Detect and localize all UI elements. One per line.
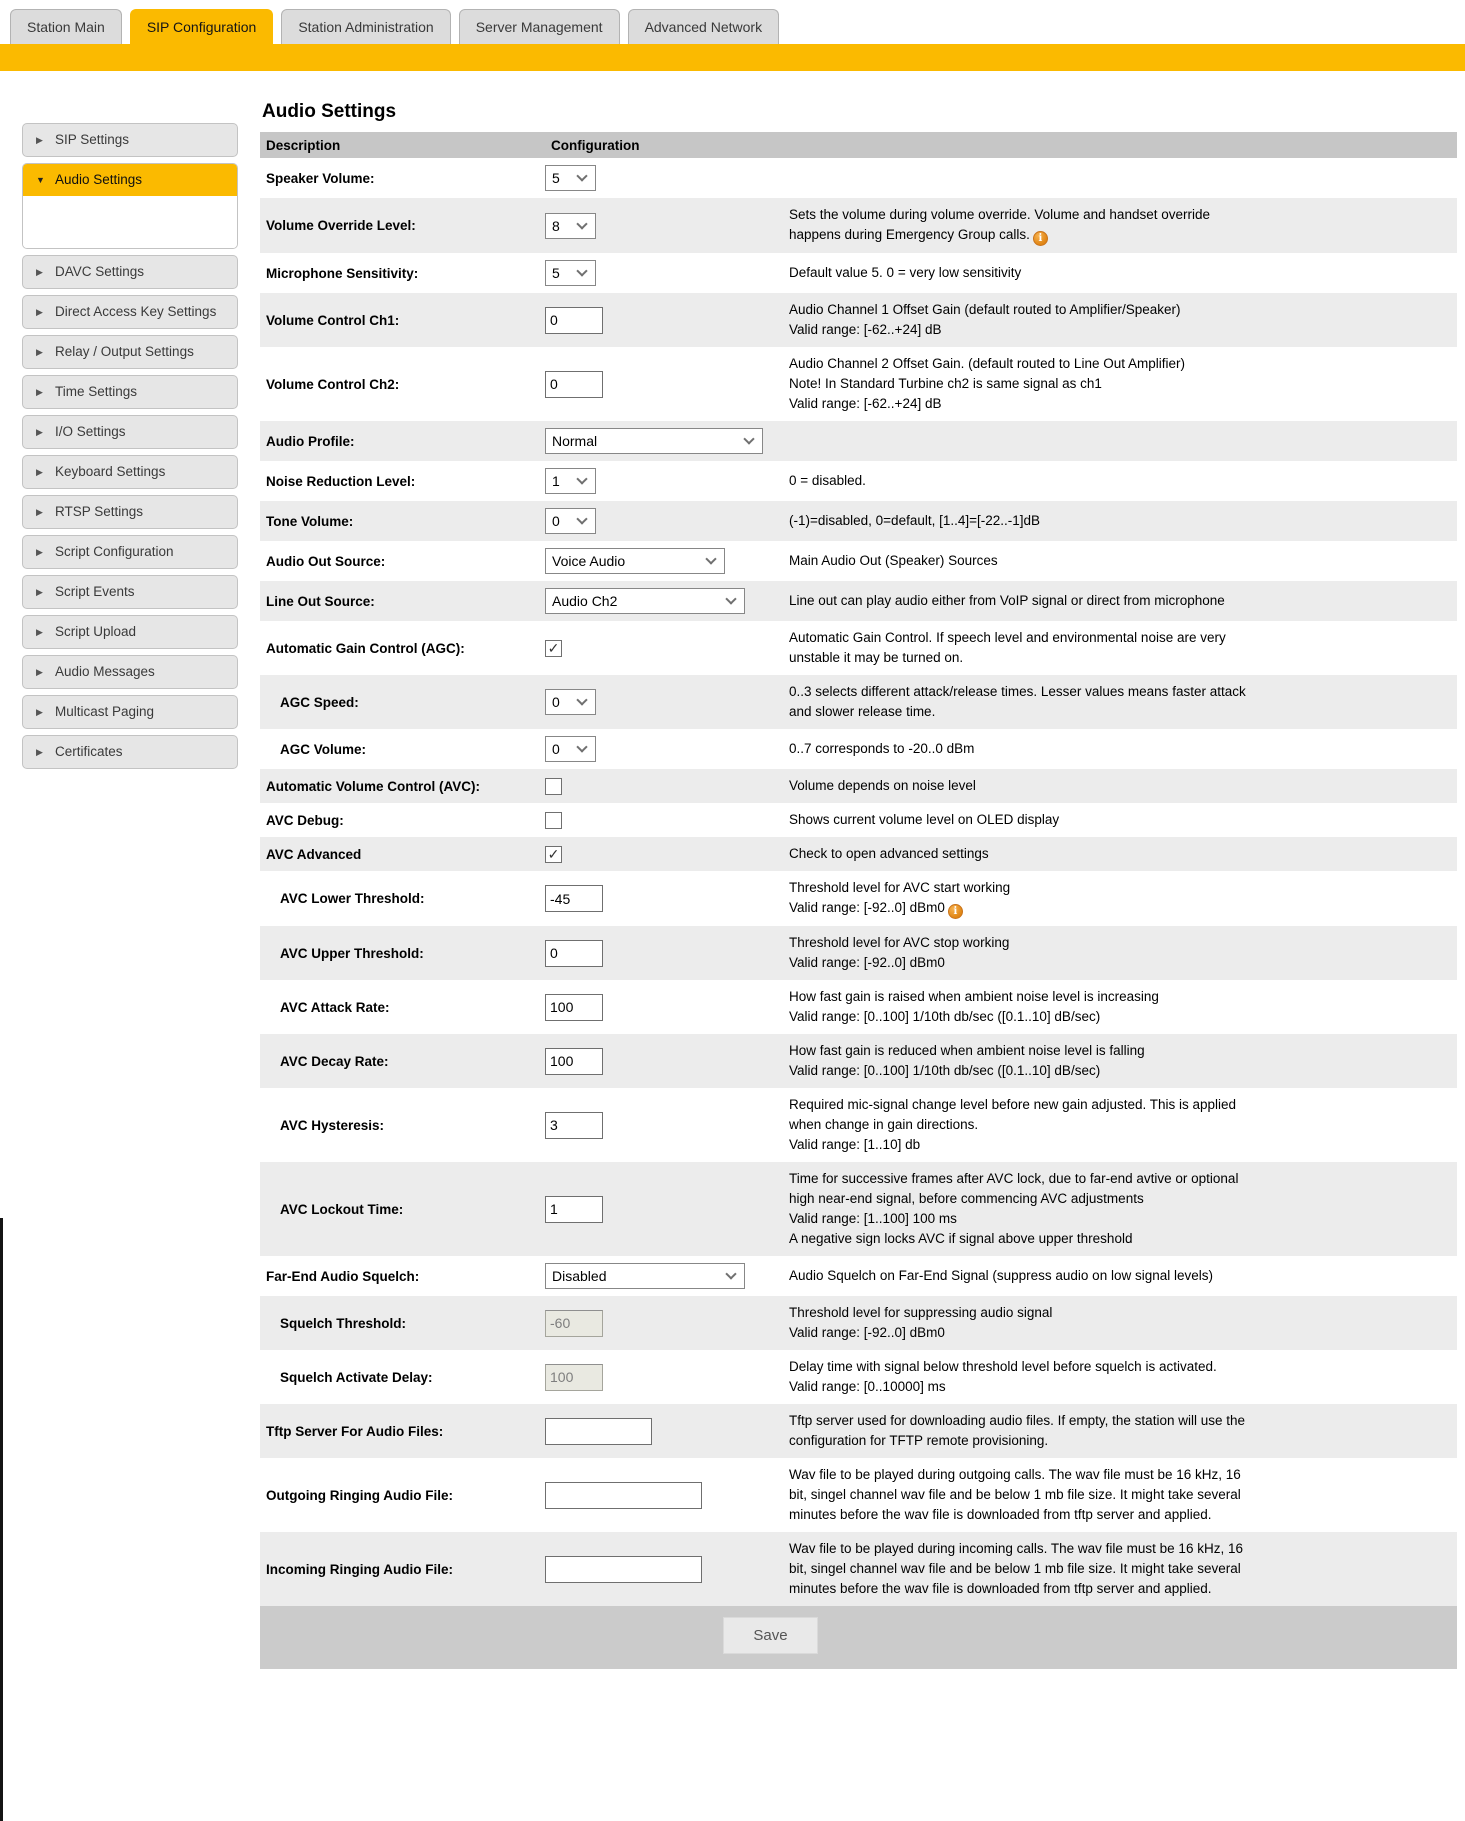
avc-lockout-time-label: AVC Lockout Time: [280, 1201, 404, 1217]
avc-debug-help [789, 810, 1251, 830]
noise-reduction-level-select-value: 1 [552, 473, 560, 489]
avc-advanced-checkbox[interactable]: ✓ [545, 846, 562, 863]
sidebar-item-audio-messages[interactable] [22, 655, 238, 689]
right-triangle-icon: ▶ [36, 307, 43, 317]
squelch-threshold-control-cell [545, 1310, 789, 1337]
table-footer [260, 1606, 1457, 1669]
sidebar-item-label: Script Upload [55, 624, 137, 639]
volume-control-ch2-help-line: Valid range: [-62..+24] dB [789, 396, 942, 411]
noise-reduction-level-label: Noise Reduction Level: [266, 473, 416, 489]
column-header-description: Description [266, 137, 341, 153]
setting-row-avc-upper-threshold [260, 926, 1457, 980]
avc-lockout-time-help-line: Valid range: [1..100] 100 ms [789, 1211, 957, 1226]
chevron-down-icon [576, 694, 587, 705]
setting-row-outgoing-ringing-audio-file [260, 1458, 1457, 1532]
right-triangle-icon: ▶ [36, 667, 43, 677]
incoming-ringing-audio-file-label: Incoming Ringing Audio File: [266, 1561, 453, 1577]
automatic-gain-control-agc-control-cell [545, 640, 789, 657]
agc-volume-help [789, 739, 1251, 759]
setting-row-audio-out-source [260, 541, 1457, 581]
far-end-audio-squelch-select-value: Disabled [552, 1268, 607, 1284]
microphone-sensitivity-control-cell [545, 260, 789, 286]
avc-decay-rate-input[interactable] [545, 1048, 603, 1075]
squelch-activate-delay-control-cell [545, 1364, 789, 1391]
sidebar-item-script-upload[interactable] [22, 615, 238, 649]
setting-row-microphone-sensitivity [260, 253, 1457, 293]
setting-row-volume-control-ch2 [260, 347, 1457, 421]
right-triangle-icon: ▶ [36, 587, 43, 597]
outgoing-ringing-audio-file-help-line: Wav file to be played during outgoing calls. The wav file must be 16 kHz, 16 bit, singel channel wav file and be below 1 mb file size. It might take several minutes before the wav file is downloaded from tftp server and applied. [789, 1467, 1241, 1522]
squelch-threshold-help-line: Threshold level for suppressing audio signal [789, 1305, 1053, 1320]
avc-lockout-time-input[interactable] [545, 1196, 603, 1223]
volume-control-ch1-help-line: Valid range: [-62..+24] dB [789, 322, 942, 337]
right-triangle-icon: ▶ [36, 707, 43, 717]
avc-decay-rate-help-line: Valid range: [0..100] 1/10th db/sec ([0.1..10] dB/sec) [789, 1063, 1101, 1078]
avc-upper-threshold-help [789, 933, 1251, 973]
chevron-down-icon [743, 433, 754, 444]
noise-reduction-level-help-line: 0 = disabled. [789, 473, 866, 488]
agc-speed-control-cell [545, 689, 789, 715]
setting-row-audio-profile [260, 421, 1457, 461]
automatic-volume-control-avc-control-cell [545, 778, 789, 795]
automatic-volume-control-avc-help-line: Volume depends on noise level [789, 778, 976, 793]
avc-attack-rate-help [789, 987, 1251, 1027]
audio-out-source-select-value: Voice Audio [552, 553, 626, 569]
outgoing-ringing-audio-file-control-cell [545, 1482, 789, 1509]
far-end-audio-squelch-select[interactable] [545, 1263, 745, 1289]
sidebar-item-script-events[interactable] [22, 575, 238, 609]
audio-out-source-select[interactable] [545, 548, 725, 574]
settings-table [260, 132, 1457, 1669]
squelch-activate-delay-help [789, 1357, 1251, 1397]
avc-lower-threshold-help [789, 878, 1251, 919]
automatic-gain-control-agc-help-line: Automatic Gain Control. If speech level and environmental noise are very unstable it may be turned on. [789, 630, 1226, 665]
incoming-ringing-audio-file-control-cell [545, 1556, 789, 1583]
tab-sip-configuration[interactable]: SIP Configuration [130, 9, 273, 44]
noise-reduction-level-help [789, 471, 1251, 491]
setting-row-avc-debug [260, 803, 1457, 837]
audio-profile-control-cell [545, 428, 789, 454]
right-triangle-icon: ▶ [36, 627, 43, 637]
speaker-volume-select-value: 5 [552, 170, 560, 186]
tone-volume-control-cell [545, 508, 789, 534]
outgoing-ringing-audio-file-input[interactable] [545, 1482, 702, 1509]
sidebar-item-audio-settings[interactable] [23, 164, 237, 196]
avc-debug-control-cell [545, 812, 789, 829]
sidebar-item-direct-access-key-settings[interactable] [22, 295, 238, 329]
right-triangle-icon: ▶ [36, 135, 43, 145]
volume-override-level-control-cell [545, 213, 789, 239]
sidebar-item-label: Script Configuration [55, 544, 174, 559]
setting-row-avc-hysteresis [260, 1088, 1457, 1162]
squelch-threshold-label: Squelch Threshold: [280, 1315, 407, 1331]
setting-row-squelch-threshold [260, 1296, 1457, 1350]
right-triangle-icon: ▶ [36, 347, 43, 357]
main-panel [260, 101, 1457, 1669]
avc-decay-rate-control-cell [545, 1048, 789, 1075]
avc-upper-threshold-input[interactable] [545, 940, 603, 967]
right-triangle-icon: ▶ [36, 267, 43, 277]
sidebar-item-relay-output-settings[interactable] [22, 335, 238, 369]
audio-out-source-label: Audio Out Source: [266, 553, 386, 569]
agc-speed-help-line: 0..3 selects different attack/release times. Lesser values means faster attack and slower release time. [789, 684, 1246, 719]
sidebar-item-label: RTSP Settings [55, 504, 144, 519]
sidebar-item-keyboard-settings[interactable] [22, 455, 238, 489]
avc-lockout-time-help-line: Time for successive frames after AVC lock, due to far-end avtive or optional high near-end signal, before commencing AVC adjustments [789, 1171, 1239, 1206]
avc-decay-rate-help [789, 1041, 1251, 1081]
agc-speed-label: AGC Speed: [280, 694, 359, 710]
avc-advanced-control-cell [545, 846, 789, 863]
sidebar-item-label: Time Settings [55, 384, 138, 399]
audio-out-source-help [789, 551, 1251, 571]
automatic-volume-control-avc-checkbox[interactable] [545, 778, 562, 795]
audio-profile-select[interactable] [545, 428, 763, 454]
setting-row-automatic-gain-control-agc [260, 621, 1457, 675]
microphone-sensitivity-select-value: 5 [552, 265, 560, 281]
sidebar-item-label: Keyboard Settings [55, 464, 166, 479]
down-triangle-icon: ▼ [36, 175, 45, 185]
avc-lower-threshold-help-line: Valid range: [-92..0] dBm0 i [789, 898, 1251, 919]
sidebar-item-label: Relay / Output Settings [55, 344, 194, 359]
agc-volume-select[interactable] [545, 736, 596, 762]
volume-override-level-select-value: 8 [552, 217, 560, 234]
right-triangle-icon: ▶ [36, 547, 43, 557]
setting-row-agc-speed [260, 675, 1457, 729]
setting-row-avc-advanced [260, 837, 1457, 871]
setting-row-incoming-ringing-audio-file [260, 1532, 1457, 1606]
table-header [260, 132, 1457, 158]
avc-attack-rate-input[interactable] [545, 994, 603, 1021]
microphone-sensitivity-label: Microphone Sensitivity: [266, 265, 419, 281]
tftp-server-for-audio-files-help [789, 1411, 1251, 1451]
sidebar-item-i-o-settings[interactable] [22, 415, 238, 449]
volume-control-ch1-control-cell [545, 307, 789, 334]
page-title: Audio Settings [262, 101, 397, 122]
volume-control-ch1-label: Volume Control Ch1: [266, 312, 400, 328]
avc-hysteresis-input[interactable] [545, 1112, 603, 1139]
avc-attack-rate-help-line: Valid range: [0..100] 1/10th db/sec ([0.1..10] dB/sec) [789, 1009, 1101, 1024]
line-out-source-help [789, 591, 1251, 611]
setting-row-volume-override-level [260, 198, 1457, 253]
setting-row-line-out-source [260, 581, 1457, 621]
right-triangle-icon: ▶ [36, 387, 43, 397]
tone-volume-select-value: 0 [552, 513, 560, 529]
volume-control-ch2-help-line: Audio Channel 2 Offset Gain. (default routed to Line Out Amplifier) [789, 356, 1185, 371]
sidebar-item-label: SIP Settings [55, 132, 130, 147]
agc-volume-help-line: 0..7 corresponds to -20..0 dBm [789, 741, 975, 756]
tone-volume-help-line: (-1)=disabled, 0=default, [1..4]=[-22..-1]dB [789, 513, 1041, 528]
setting-row-volume-control-ch1 [260, 293, 1457, 347]
volume-override-level-label: Volume Override Level: [266, 218, 416, 233]
setting-row-noise-reduction-level [260, 461, 1457, 501]
volume-override-level-help-line: Sets the volume during volume override. Volume and handset override happens during Emergency Group calls. i [789, 207, 1210, 244]
speaker-volume-label: Speaker Volume: [266, 170, 375, 186]
sidebar-item-label: Direct Access Key Settings [55, 304, 217, 319]
volume-control-ch1-help [789, 300, 1251, 340]
automatic-volume-control-avc-help [789, 776, 1251, 796]
avc-upper-threshold-help-line: Threshold level for AVC stop working [789, 935, 1010, 950]
sidebar [22, 123, 238, 775]
agc-speed-select-value: 0 [552, 694, 560, 710]
avc-upper-threshold-help-line: Valid range: [-92..0] dBm0 [789, 955, 945, 970]
line-out-source-select[interactable] [545, 588, 745, 614]
squelch-threshold-help [789, 1303, 1251, 1343]
avc-upper-threshold-control-cell [545, 940, 789, 967]
sidebar-item-script-configuration[interactable] [22, 535, 238, 569]
incoming-ringing-audio-file-help-line: Wav file to be played during incoming calls. The wav file must be 16 kHz, 16 bit, singel channel wav file and be below 1 mb file size. It might take several minutes before the wav file is downloaded from tftp server and applied. [789, 1541, 1243, 1596]
tone-volume-help [789, 511, 1251, 531]
setting-row-avc-attack-rate [260, 980, 1457, 1034]
avc-debug-label: AVC Debug: [266, 812, 344, 828]
info-icon[interactable]: i [948, 904, 963, 919]
agc-speed-select[interactable] [545, 689, 596, 715]
incoming-ringing-audio-file-help [789, 1539, 1251, 1599]
sidebar-group-audio-settings [22, 163, 238, 249]
sidebar-item-label: Certificates [55, 744, 123, 759]
volume-control-ch1-input[interactable] [545, 307, 603, 334]
outgoing-ringing-audio-file-label: Outgoing Ringing Audio File: [266, 1487, 453, 1503]
setting-row-automatic-volume-control-avc [260, 769, 1457, 803]
squelch-activate-delay-label: Squelch Activate Delay: [280, 1369, 433, 1385]
avc-decay-rate-label: AVC Decay Rate: [280, 1053, 389, 1069]
automatic-gain-control-agc-help [789, 628, 1251, 668]
speaker-volume-select[interactable] [545, 165, 596, 191]
avc-lockout-time-help [789, 1169, 1251, 1249]
chevron-down-icon [576, 741, 587, 752]
right-triangle-icon: ▶ [36, 467, 43, 477]
sidebar-item-davc-settings[interactable] [22, 255, 238, 289]
audio-out-source-control-cell [545, 548, 789, 574]
setting-row-avc-lower-threshold [260, 871, 1457, 926]
chevron-down-icon [725, 1268, 736, 1279]
squelch-activate-delay-input[interactable] [545, 1364, 603, 1391]
chevron-down-icon [705, 553, 716, 564]
sidebar-item-time-settings[interactable] [22, 375, 238, 409]
sidebar-group-body [23, 196, 237, 248]
avc-hysteresis-label: AVC Hysteresis: [280, 1117, 385, 1133]
outgoing-ringing-audio-file-help [789, 1465, 1251, 1525]
far-end-audio-squelch-control-cell [545, 1263, 789, 1289]
avc-advanced-help-line: Check to open advanced settings [789, 846, 989, 861]
tone-volume-label: Tone Volume: [266, 513, 354, 529]
tftp-server-for-audio-files-control-cell [545, 1418, 789, 1445]
audio-profile-select-value: Normal [552, 433, 598, 449]
automatic-volume-control-avc-label: Automatic Volume Control (AVC): [266, 778, 480, 794]
tab-bar [0, 0, 1465, 44]
sidebar-item-rtsp-settings[interactable] [22, 495, 238, 529]
tone-volume-select[interactable] [545, 508, 596, 534]
avc-upper-threshold-label: AVC Upper Threshold: [280, 945, 424, 961]
audio-profile-label: Audio Profile: [266, 433, 355, 449]
sidebar-item-label: Script Events [55, 584, 135, 599]
audio-out-source-help-line: Main Audio Out (Speaker) Sources [789, 553, 998, 568]
automatic-gain-control-agc-label: Automatic Gain Control (AGC): [266, 640, 465, 656]
speaker-volume-control-cell [545, 165, 789, 191]
microphone-sensitivity-help [789, 263, 1251, 283]
noise-reduction-level-select[interactable] [545, 468, 596, 494]
right-triangle-icon: ▶ [36, 747, 43, 757]
setting-row-squelch-activate-delay [260, 1350, 1457, 1404]
table-body [260, 158, 1457, 1606]
avc-attack-rate-help-line: How fast gain is raised when ambient noise level is increasing [789, 989, 1159, 1004]
sidebar-item-multicast-paging[interactable] [22, 695, 238, 729]
chevron-down-icon [576, 265, 587, 276]
line-out-source-label: Line Out Source: [266, 593, 375, 609]
accent-band [0, 44, 1465, 71]
line-out-source-control-cell [545, 588, 789, 614]
line-out-source-select-value: Audio Ch2 [552, 593, 618, 609]
agc-volume-select-value: 0 [552, 741, 560, 757]
avc-lower-threshold-control-cell [545, 885, 789, 912]
avc-hysteresis-help-line: Required mic-signal change level before new gain adjusted. This is applied when change in gain directions. [789, 1097, 1237, 1132]
avc-debug-checkbox[interactable] [545, 812, 562, 829]
avc-lower-threshold-input[interactable] [545, 885, 603, 912]
incoming-ringing-audio-file-input[interactable] [545, 1556, 702, 1583]
avc-lockout-time-help-line: A negative sign locks AVC if signal above upper threshold [789, 1231, 1133, 1246]
squelch-threshold-help-line: Valid range: [-92..0] dBm0 [789, 1325, 945, 1340]
tftp-server-for-audio-files-help-line: Tftp server used for downloading audio files. If empty, the station will use the configuration for TFTP remote provisioning. [789, 1413, 1245, 1448]
setting-row-avc-decay-rate [260, 1034, 1457, 1088]
agc-volume-label: AGC Volume: [280, 741, 367, 757]
volume-control-ch1-help-line: Audio Channel 1 Offset Gain (default routed to Amplifier/Speaker) [789, 302, 1181, 317]
content-area [0, 101, 1465, 1669]
noise-reduction-level-control-cell [545, 468, 789, 494]
line-out-source-help-line: Line out can play audio either from VoIP signal or direct from microphone [789, 593, 1225, 608]
avc-debug-help-line: Shows current volume level on OLED display [789, 812, 1060, 827]
setting-row-agc-volume [260, 729, 1457, 769]
volume-control-ch2-help [789, 354, 1251, 414]
sidebar-item-label: Audio Settings [55, 172, 143, 187]
tab-station-administration[interactable]: Station Administration [281, 9, 450, 44]
right-triangle-icon: ▶ [36, 507, 43, 517]
volume-override-level-help [789, 205, 1251, 246]
squelch-activate-delay-help-line: Delay time with signal below threshold level before squelch is activated. [789, 1359, 1217, 1374]
tab-advanced-network[interactable]: Advanced Network [628, 9, 780, 44]
avc-attack-rate-control-cell [545, 994, 789, 1021]
avc-advanced-help [789, 844, 1251, 864]
sidebar-item-certificates[interactable] [22, 735, 238, 769]
agc-speed-help [789, 682, 1251, 722]
chevron-down-icon [576, 473, 587, 484]
avc-lower-threshold-label: AVC Lower Threshold: [280, 891, 425, 906]
far-end-audio-squelch-help [789, 1266, 1251, 1286]
volume-control-ch2-input[interactable] [545, 371, 603, 398]
volume-control-ch2-label: Volume Control Ch2: [266, 376, 400, 392]
microphone-sensitivity-help-line: Default value 5. 0 = very low sensitivity [789, 265, 1022, 280]
sidebar-item-label: Audio Messages [55, 664, 155, 679]
sidebar-item-sip-settings[interactable] [22, 123, 238, 157]
avc-attack-rate-label: AVC Attack Rate: [280, 999, 390, 1015]
avc-hysteresis-help [789, 1095, 1251, 1155]
tftp-server-for-audio-files-label: Tftp Server For Audio Files: [266, 1423, 444, 1439]
agc-volume-control-cell [545, 736, 789, 762]
avc-lower-threshold-help-line: Threshold level for AVC start working [789, 880, 1011, 895]
automatic-gain-control-agc-checkbox[interactable]: ✓ [545, 640, 562, 657]
sidebar-item-label: DAVC Settings [55, 264, 145, 279]
right-triangle-icon: ▶ [36, 427, 43, 437]
volume-override-level-select[interactable] [545, 213, 596, 239]
sidebar-item-label: I/O Settings [55, 424, 126, 439]
setting-row-speaker-volume [260, 158, 1457, 198]
setting-row-far-end-audio-squelch [260, 1256, 1457, 1296]
setting-row-tftp-server-for-audio-files [260, 1404, 1457, 1458]
chevron-down-icon [725, 593, 736, 604]
avc-hysteresis-control-cell [545, 1112, 789, 1139]
far-end-audio-squelch-help-line: Audio Squelch on Far-End Signal (suppress audio on low signal levels) [789, 1268, 1213, 1283]
squelch-threshold-input[interactable] [545, 1310, 603, 1337]
avc-advanced-label: AVC Advanced [266, 846, 362, 862]
setting-row-tone-volume [260, 501, 1457, 541]
left-edge-strip [0, 1218, 3, 1821]
chevron-down-icon [576, 513, 587, 524]
chevron-down-icon [576, 218, 587, 229]
setting-row-avc-lockout-time [260, 1162, 1457, 1256]
column-header-configuration: Configuration [551, 137, 640, 153]
avc-lockout-time-control-cell [545, 1196, 789, 1223]
volume-control-ch2-control-cell [545, 371, 789, 398]
far-end-audio-squelch-label: Far-End Audio Squelch: [266, 1268, 420, 1284]
tab-station-main[interactable]: Station Main [10, 9, 122, 44]
tftp-server-for-audio-files-input[interactable] [545, 1418, 652, 1445]
avc-decay-rate-help-line: How fast gain is reduced when ambient noise level is falling [789, 1043, 1145, 1058]
sidebar-item-label: Multicast Paging [55, 704, 155, 719]
info-icon[interactable]: i [1033, 231, 1048, 246]
volume-control-ch2-help-line: Note! In Standard Turbine ch2 is same signal as ch1 [789, 376, 1102, 391]
squelch-activate-delay-help-line: Valid range: [0..10000] ms [789, 1379, 946, 1394]
chevron-down-icon [576, 170, 587, 181]
save-button[interactable]: Save [723, 1617, 818, 1654]
avc-hysteresis-help-line: Valid range: [1..10] db [789, 1137, 921, 1152]
microphone-sensitivity-select[interactable] [545, 260, 596, 286]
tab-server-management[interactable]: Server Management [459, 9, 620, 44]
